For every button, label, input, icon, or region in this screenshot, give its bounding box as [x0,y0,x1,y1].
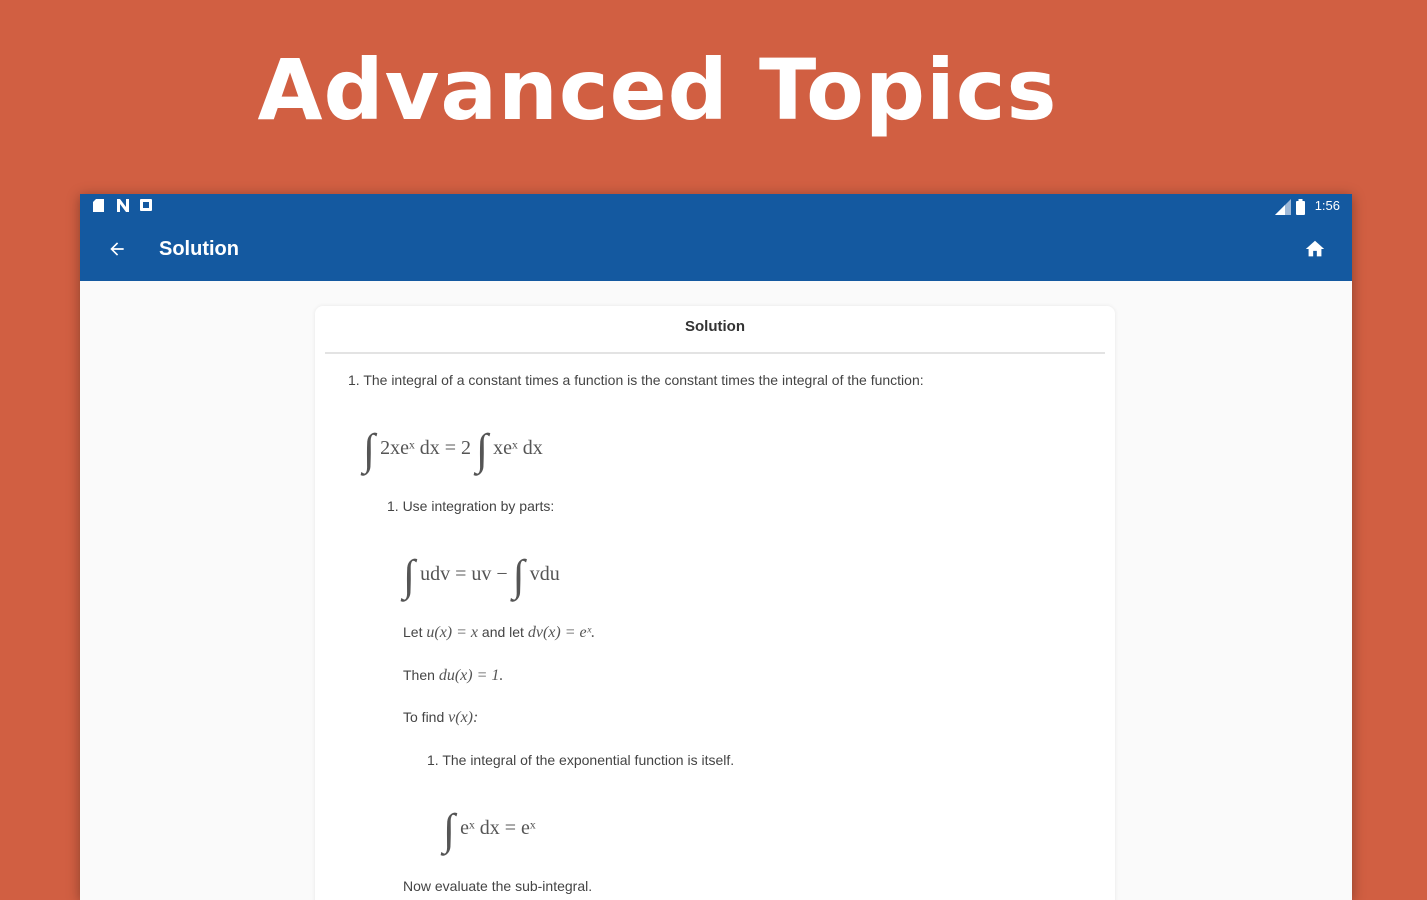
then-du: du(x) = 1. [438,667,504,684]
let-mid: and let [481,624,524,640]
equation [363,424,543,475]
tablet-screen [80,194,1352,900]
equation [403,550,560,601]
to-find-v: v(x): [448,709,479,726]
status-bar [80,194,1352,220]
nfc-icon [116,199,128,213]
battery-icon [1295,199,1307,213]
to-find-line [403,709,478,727]
integral-sign: ∫ [363,425,376,474]
signal-icon [1275,199,1287,213]
home-icon [1304,238,1326,260]
integral-sign: ∫ [403,551,416,600]
solution-card [315,306,1115,900]
app-bar-title: Solution [159,238,239,260]
then-prefix: Then [403,667,435,683]
equation-right: vdu [529,563,560,585]
home-button[interactable] [1300,234,1330,264]
back-button[interactable] [102,234,132,264]
let-prefix: Let [403,624,423,640]
to-find-prefix: To find [403,709,445,725]
app-bar [80,220,1352,281]
banner-title: Advanced Topics [257,41,1058,139]
then-line [403,667,503,685]
equation-right: xeˣ dx [493,437,543,459]
status-right-icons [1275,198,1340,213]
equation [443,804,536,855]
status-left-icons [92,199,152,213]
sd-card-icon [92,199,104,213]
integral-sign: ∫ [443,805,456,854]
notification-icon [140,199,152,213]
step-text: Now evaluate the sub-integral. [403,878,593,894]
card-divider [325,352,1105,354]
step-text: 1. The integral of the exponential function is itself. [427,752,735,768]
step-text: 1. Use integration by parts: [387,498,555,514]
integral-sign: ∫ [512,551,525,600]
let-line [403,624,595,642]
back-arrow-icon [107,239,127,259]
equation-left: 2xeˣ dx = 2 [380,437,471,459]
integral-sign: ∫ [476,425,489,474]
card-title: Solution [685,318,745,335]
status-time: 1:56 [1314,198,1340,213]
equation-body: eˣ dx = eˣ [460,817,536,839]
step-text: 1. The integral of a constant times a function is the constant times the integral of the function: [348,372,924,388]
let-dv: dv(x) = eˣ. [527,624,596,641]
equation-left: udv = uv − [420,563,508,585]
let-u: u(x) = x [426,624,479,641]
